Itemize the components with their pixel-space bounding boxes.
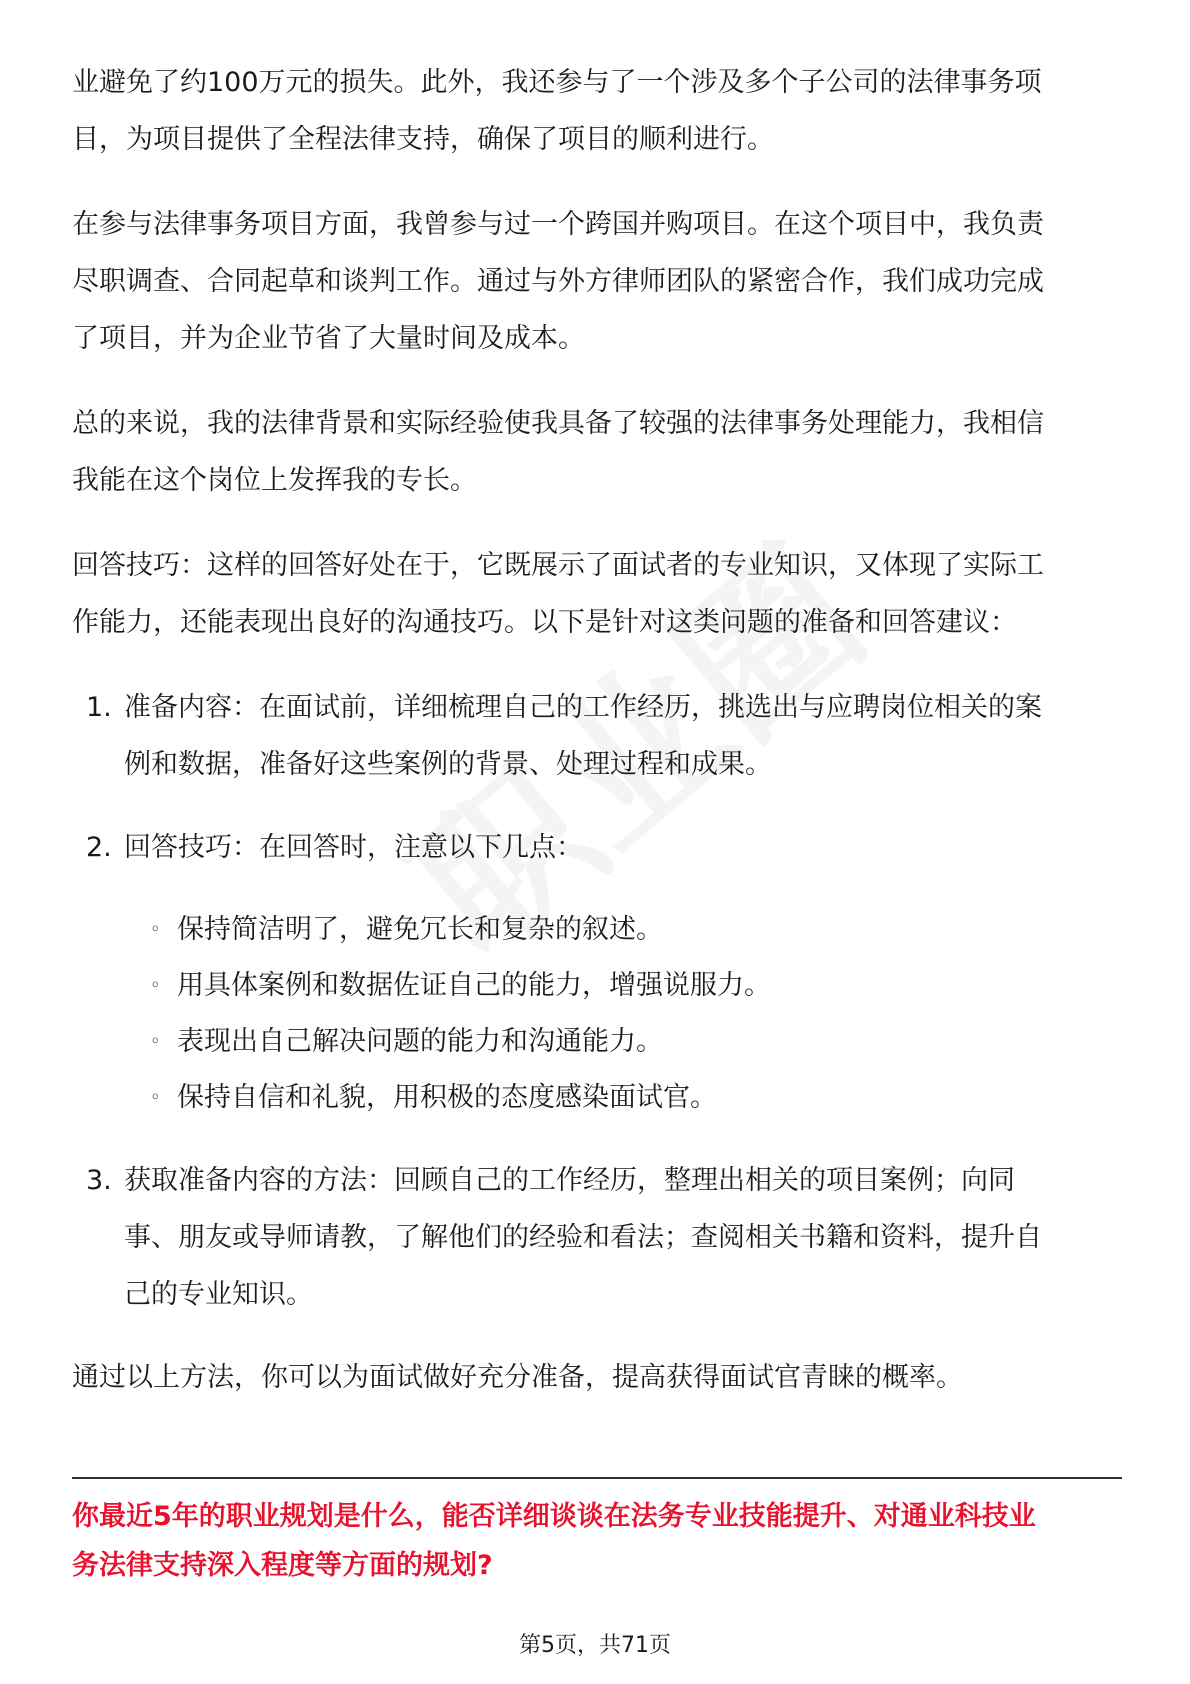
sub-list-item bbox=[72, 1070, 1122, 1126]
paragraph-1 bbox=[72, 54, 1122, 168]
ordered-list-continued bbox=[72, 1152, 1122, 1323]
page-number: 第5页，共71页 bbox=[519, 1633, 671, 1658]
text-line: 回答技巧：在回答时，注意以下几点： bbox=[124, 832, 583, 863]
ordered-list bbox=[72, 679, 1122, 876]
sub-list-text: 保持简洁明了，避免冗长和复杂的叙述。 bbox=[177, 914, 663, 945]
text-line: 我能在这个岗位上发挥我的专长。 bbox=[72, 465, 477, 496]
text-line: 获取准备内容的方法：回顾自己的工作经历，整理出相关的项目案例；向同 bbox=[124, 1165, 1015, 1196]
text-line: 了项目，并为企业节省了大量时间及成本。 bbox=[72, 323, 585, 354]
list-item-2 bbox=[72, 819, 1122, 876]
paragraph-2 bbox=[72, 196, 1122, 367]
text-line: 在参与法律事务项目方面，我曾参与过一个跨国并购项目。在这个项目中，我负责 bbox=[72, 209, 1044, 240]
list-number: 2. bbox=[86, 832, 112, 863]
list-number: 3. bbox=[86, 1165, 112, 1196]
text-line: 尽职调查、合同起草和谈判工作。通过与外方律师团队的紧密合作，我们成功完成 bbox=[72, 266, 1044, 297]
sub-list-text: 表现出自己解决问题的能力和沟通能力。 bbox=[177, 1026, 663, 1057]
bullet-icon: ◦ bbox=[150, 919, 161, 940]
closing-paragraph: 通过以上方法，你可以为面试做好充分准备，提高获得面试官青睐的概率。 bbox=[72, 1362, 963, 1393]
text-line: 回答技巧：这样的回答好处在于，它既展示了面试者的专业知识，又体现了实际工 bbox=[72, 550, 1044, 581]
text-line: 总的来说，我的法律背景和实际经验使我具备了较强的法律事务处理能力，我相信 bbox=[72, 408, 1044, 439]
text-line: 业避免了约100万元的损失。此外，我还参与了一个涉及多个子公司的法律事务项 bbox=[72, 67, 1042, 98]
sub-list-item bbox=[72, 958, 1122, 1014]
paragraph-3 bbox=[72, 395, 1122, 509]
text-line: 务法律支持深入程度等方面的规划? bbox=[72, 1550, 493, 1581]
sub-list-item bbox=[72, 1014, 1122, 1070]
text-line: 作能力，还能表现出良好的沟通技巧。以下是针对这类问题的准备和回答建议： bbox=[72, 607, 1017, 638]
text-line: 事、朋友或导师请教，了解他们的经验和看法；查阅相关书籍和资料，提升自 bbox=[124, 1222, 1042, 1253]
text-line: 己的专业知识。 bbox=[124, 1279, 313, 1310]
text-line: 目，为项目提供了全程法律支持，确保了项目的顺利进行。 bbox=[72, 124, 774, 155]
text-line: 你最近5年的职业规划是什么，能否详细谈谈在法务专业技能提升、对通业科技业 bbox=[72, 1501, 1036, 1532]
sub-list-text: 保持自信和礼貌，用积极的态度感染面试官。 bbox=[177, 1082, 717, 1113]
bullet-icon: ◦ bbox=[150, 1087, 161, 1108]
text-line: 准备内容：在面试前，详细梳理自己的工作经历，挑选出与应聘岗位相关的案 bbox=[124, 692, 1042, 723]
text-line: 例和数据，准备好这些案例的背景、处理过程和成果。 bbox=[124, 749, 772, 780]
paragraph-4 bbox=[72, 537, 1122, 651]
sub-list-text: 用具体案例和数据佐证自己的能力，增强说服力。 bbox=[177, 970, 771, 1001]
section-divider bbox=[72, 1477, 1122, 1479]
list-item-1 bbox=[72, 679, 1122, 793]
document-body bbox=[72, 54, 1122, 1406]
question-heading bbox=[72, 1492, 1122, 1590]
bullet-icon: ◦ bbox=[150, 1031, 161, 1052]
sub-list-item bbox=[72, 902, 1122, 958]
list-number: 1. bbox=[86, 692, 112, 723]
sub-bullet-list bbox=[72, 902, 1122, 1126]
bullet-icon: ◦ bbox=[150, 975, 161, 996]
list-item-3 bbox=[72, 1152, 1122, 1323]
